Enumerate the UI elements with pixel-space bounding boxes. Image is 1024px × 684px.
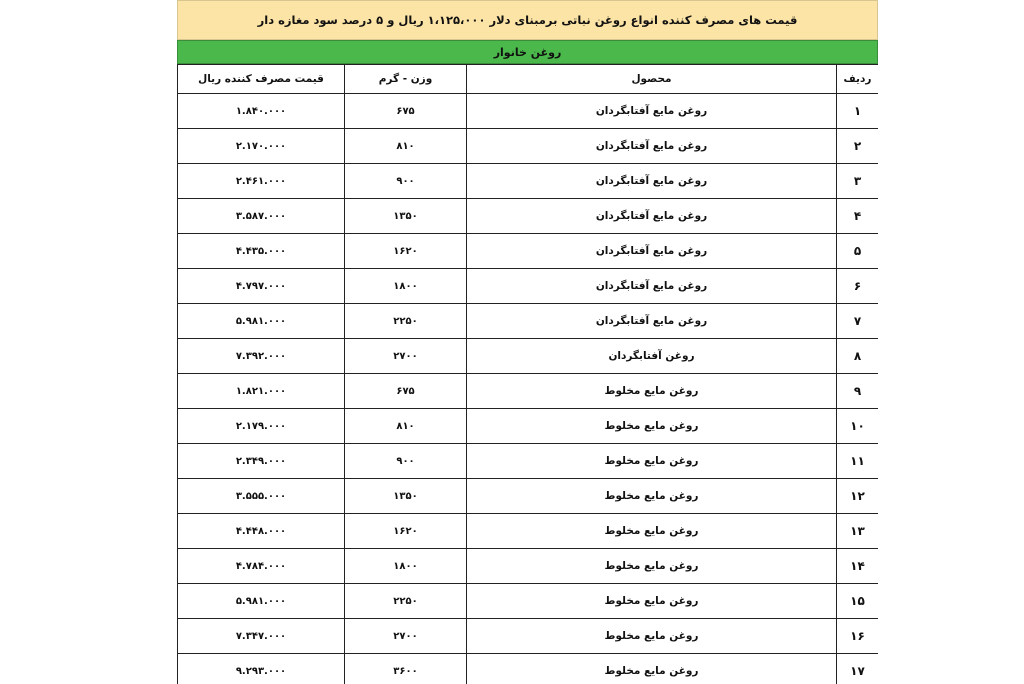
row-weight-cell: ۱۶۲۰ (345, 514, 467, 549)
row-price-cell: ۲.۱۷۰.۰۰۰ (178, 129, 345, 164)
column-header-weight: وزن - گرم (345, 65, 467, 94)
row-product-cell: روغن مایع آفتابگردان (467, 269, 837, 304)
table-row (178, 514, 879, 549)
table-row (178, 619, 879, 654)
row-price-cell: ۲.۱۷۹.۰۰۰ (178, 409, 345, 444)
row-weight-cell: ۱۶۲۰ (345, 234, 467, 269)
row-index-cell: ۸ (837, 339, 879, 374)
row-index-cell: ۱۱ (837, 444, 879, 479)
row-weight-cell: ۲۲۵۰ (345, 584, 467, 619)
row-price-cell: ۱.۸۴۰.۰۰۰ (178, 94, 345, 129)
row-product-cell: روغن مایع آفتابگردان (467, 234, 837, 269)
table-row (178, 269, 879, 304)
table-row (178, 549, 879, 584)
table-row (178, 129, 879, 164)
row-index-cell: ۷ (837, 304, 879, 339)
table-row (178, 654, 879, 684)
section-title: روغن خانوار (177, 40, 878, 64)
row-index-cell: ۶ (837, 269, 879, 304)
row-weight-cell: ۹۰۰ (345, 444, 467, 479)
table-row (178, 339, 879, 374)
table-body (178, 94, 879, 684)
sheet-title: قیمت های مصرف کننده انواع روغن نباتی برمبنای دلار ۱،۱۲۵،۰۰۰ ریال و ۵ درصد سود مغازه دار (177, 0, 878, 40)
row-weight-cell: ۸۱۰ (345, 409, 467, 444)
row-weight-cell: ۱۸۰۰ (345, 549, 467, 584)
row-index-cell: ۵ (837, 234, 879, 269)
row-product-cell: روغن مایع مخلوط (467, 619, 837, 654)
table-row (178, 584, 879, 619)
row-weight-cell: ۶۷۵ (345, 94, 467, 129)
row-product-cell: روغن مایع مخلوط (467, 409, 837, 444)
row-weight-cell: ۲۷۰۰ (345, 339, 467, 374)
row-product-cell: روغن مایع آفتابگردان (467, 94, 837, 129)
table-row (178, 199, 879, 234)
row-index-cell: ۱۷ (837, 654, 879, 684)
table-header-row (178, 65, 879, 94)
row-weight-cell: ۱۳۵۰ (345, 199, 467, 234)
price-sheet (177, 0, 878, 684)
row-index-cell: ۱۲ (837, 479, 879, 514)
row-index-cell: ۱۴ (837, 549, 879, 584)
table-row (178, 409, 879, 444)
row-product-cell: روغن آفتابگردان (467, 339, 837, 374)
column-header-product: محصول (467, 65, 837, 94)
row-product-cell: روغن مایع مخلوط (467, 549, 837, 584)
table-row (178, 444, 879, 479)
row-price-cell: ۴.۷۸۴.۰۰۰ (178, 549, 345, 584)
table-row (178, 479, 879, 514)
row-weight-cell: ۱۸۰۰ (345, 269, 467, 304)
table-row (178, 94, 879, 129)
row-index-cell: ۱۳ (837, 514, 879, 549)
row-price-cell: ۴.۴۴۸.۰۰۰ (178, 514, 345, 549)
row-price-cell: ۴.۴۳۵.۰۰۰ (178, 234, 345, 269)
row-price-cell: ۴.۷۹۷.۰۰۰ (178, 269, 345, 304)
row-weight-cell: ۱۳۵۰ (345, 479, 467, 514)
row-product-cell: روغن مایع آفتابگردان (467, 199, 837, 234)
row-weight-cell: ۶۷۵ (345, 374, 467, 409)
row-index-cell: ۱۰ (837, 409, 879, 444)
row-index-cell: ۹ (837, 374, 879, 409)
row-product-cell: روغن مایع مخلوط (467, 584, 837, 619)
row-price-cell: ۲.۴۶۱.۰۰۰ (178, 164, 345, 199)
row-price-cell: ۷.۳۹۲.۰۰۰ (178, 339, 345, 374)
row-weight-cell: ۲۲۵۰ (345, 304, 467, 339)
row-product-cell: روغن مایع آفتابگردان (467, 304, 837, 339)
row-index-cell: ۳ (837, 164, 879, 199)
row-price-cell: ۳.۵۵۵.۰۰۰ (178, 479, 345, 514)
row-weight-cell: ۳۶۰۰ (345, 654, 467, 684)
row-weight-cell: ۹۰۰ (345, 164, 467, 199)
price-table (177, 64, 878, 684)
row-weight-cell: ۲۷۰۰ (345, 619, 467, 654)
row-product-cell: روغن مایع مخلوط (467, 654, 837, 684)
row-product-cell: روغن مایع مخلوط (467, 479, 837, 514)
row-index-cell: ۲ (837, 129, 879, 164)
row-index-cell: ۱۵ (837, 584, 879, 619)
row-price-cell: ۲.۳۴۹.۰۰۰ (178, 444, 345, 479)
row-price-cell: ۳.۵۸۷.۰۰۰ (178, 199, 345, 234)
row-price-cell: ۵.۹۸۱.۰۰۰ (178, 584, 345, 619)
table-row (178, 374, 879, 409)
column-header-price: قیمت مصرف کننده ریال (178, 65, 345, 94)
row-index-cell: ۱۶ (837, 619, 879, 654)
row-product-cell: روغن مایع آفتابگردان (467, 164, 837, 199)
row-price-cell: ۹.۲۹۳.۰۰۰ (178, 654, 345, 684)
row-product-cell: روغن مایع آفتابگردان (467, 129, 837, 164)
column-header-index: ردیف (837, 65, 879, 94)
row-price-cell: ۷.۳۴۷.۰۰۰ (178, 619, 345, 654)
table-row (178, 164, 879, 199)
row-price-cell: ۱.۸۲۱.۰۰۰ (178, 374, 345, 409)
row-index-cell: ۴ (837, 199, 879, 234)
row-product-cell: روغن مایع مخلوط (467, 374, 837, 409)
row-product-cell: روغن مایع مخلوط (467, 514, 837, 549)
table-row (178, 234, 879, 269)
row-product-cell: روغن مایع مخلوط (467, 444, 837, 479)
row-price-cell: ۵.۹۸۱.۰۰۰ (178, 304, 345, 339)
table-row (178, 304, 879, 339)
row-index-cell: ۱ (837, 94, 879, 129)
row-weight-cell: ۸۱۰ (345, 129, 467, 164)
